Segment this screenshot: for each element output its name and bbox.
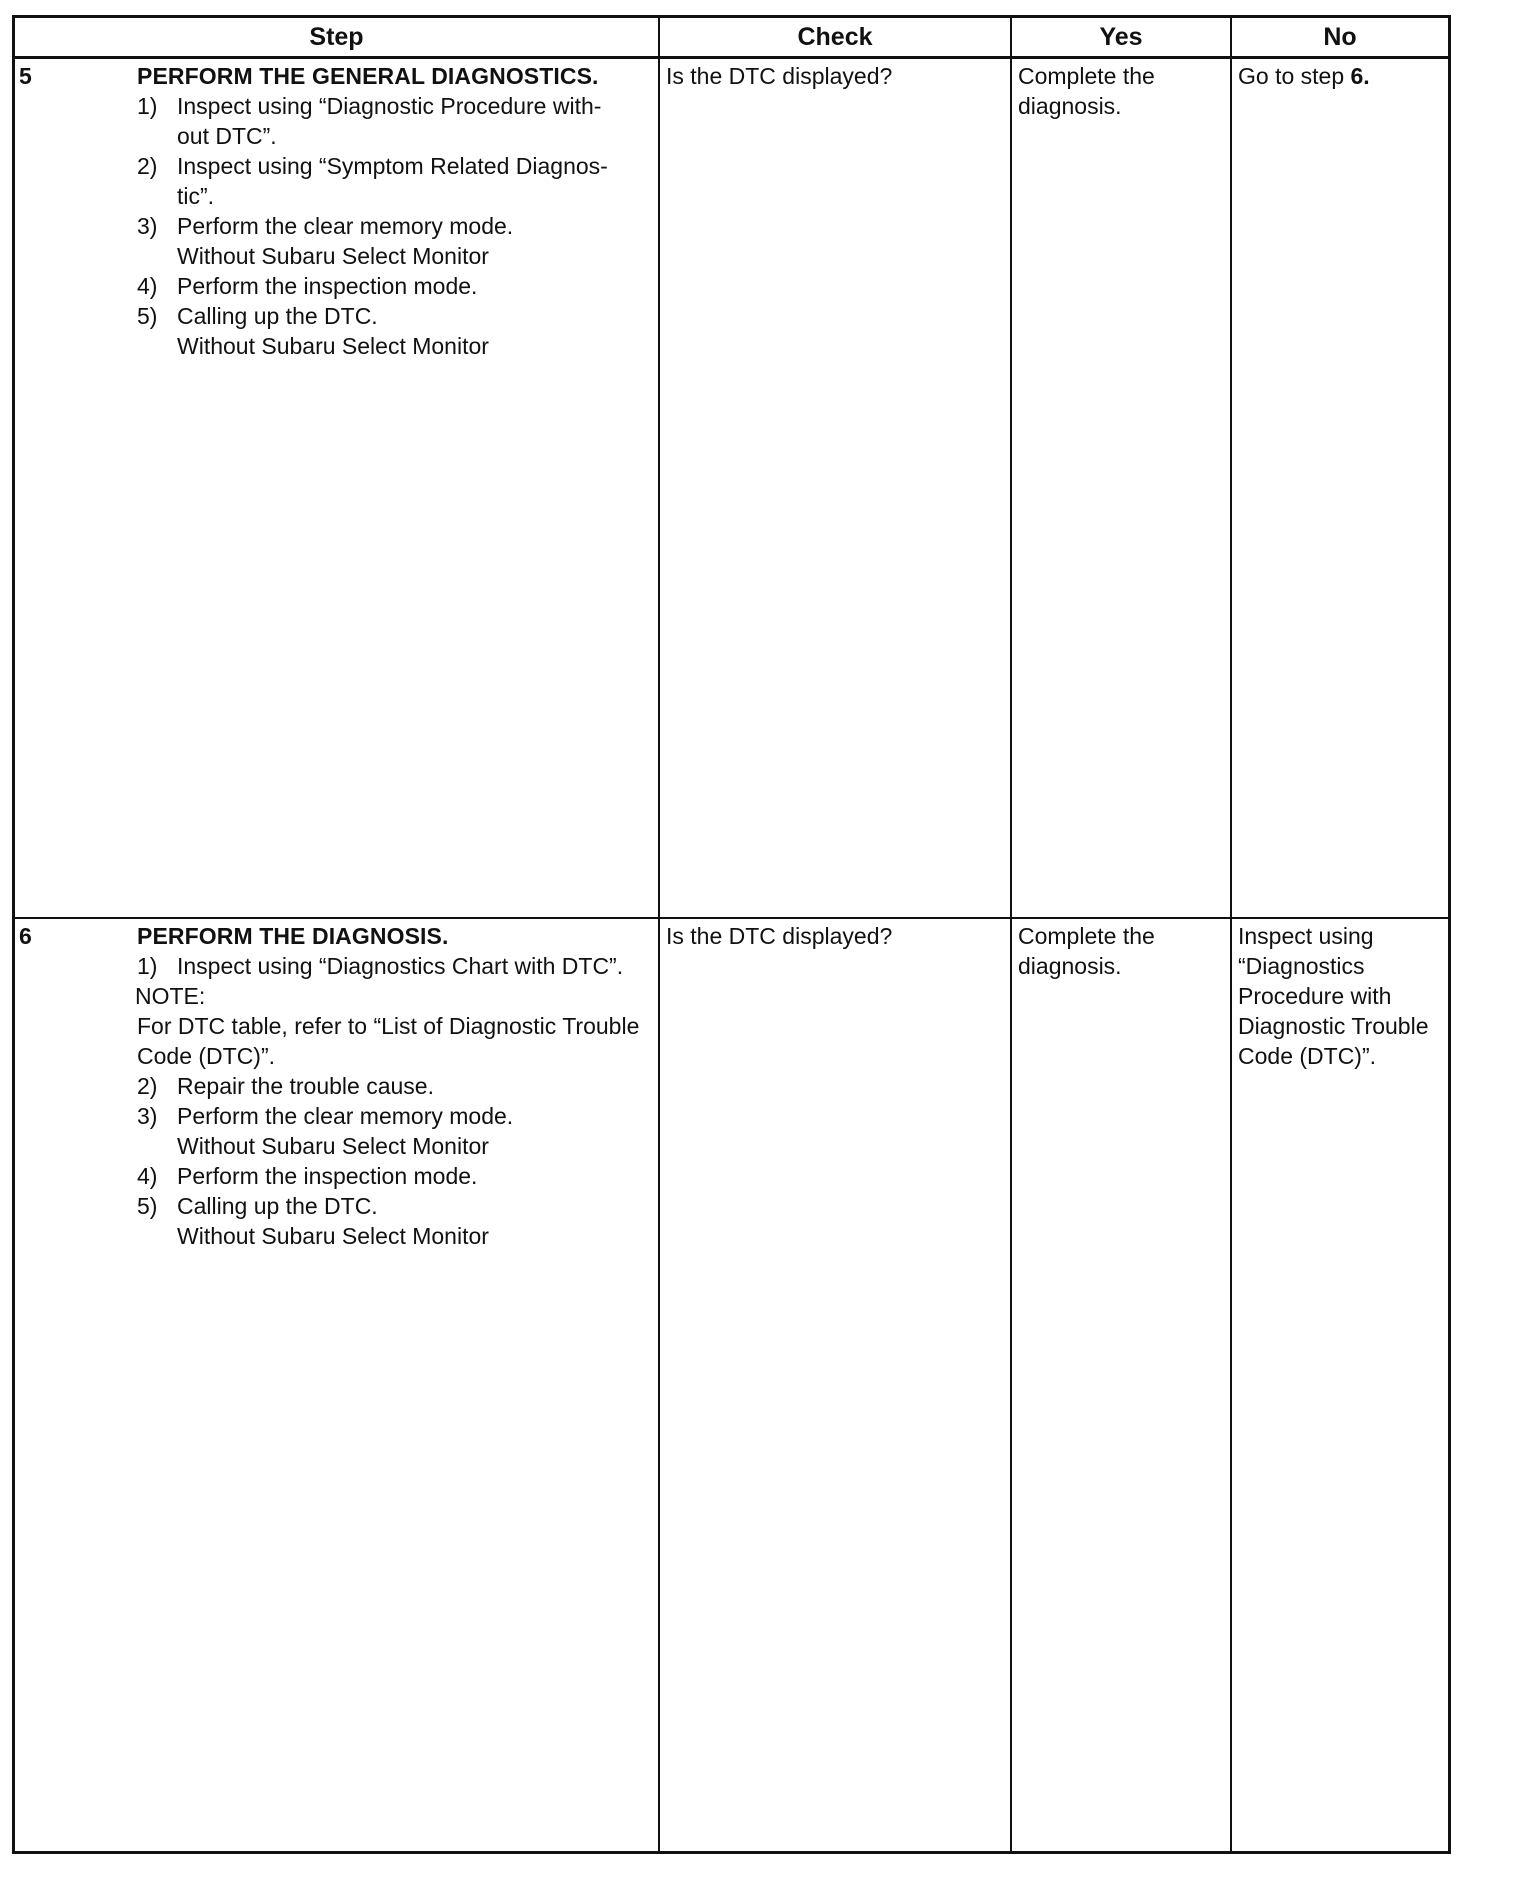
note-label: NOTE: [135, 983, 206, 1009]
no-cell-6: Inspect using “Diagnostics Procedure with Diagnostic Trouble Code (DTC)”. [1231, 918, 1448, 1851]
header-yes: Yes [1011, 18, 1231, 58]
list-item-text: Inspect using “Diagnostic Procedure with- out DTC”. [177, 93, 602, 149]
list-item-text: Inspect using “Symptom Related Diagnos- tic”. [177, 153, 608, 209]
list-item: 4) Perform the inspection mode. [137, 1163, 478, 1189]
header-no: No [1231, 18, 1448, 58]
header-check: Check [659, 18, 1011, 58]
list-item: 4) Perform the inspection mode. [137, 273, 478, 299]
no-cell-5 [1231, 58, 1448, 919]
table-row-step-5 [15, 58, 1448, 919]
list-item: 5) Calling up the DTC. [137, 1193, 378, 1219]
list-item: 3) Perform the clear memory mode. [137, 1103, 514, 1129]
note-text: For DTC table, refer to “List of Diagnostic Trouble Code (DTC)”. [137, 1013, 640, 1069]
list-item: 1) Inspect using “Diagnostics Chart with DTC”. [137, 953, 624, 979]
list-item-text: Perform the clear memory mode. [177, 1103, 514, 1129]
list-item-text: Perform the inspection mode. [177, 1163, 478, 1189]
step-number: 5 [19, 63, 32, 89]
step-title: PERFORM THE DIAGNOSIS. [137, 923, 449, 949]
list-item: 3) Perform the clear memory mode. [137, 213, 514, 239]
list-item-text: Perform the inspection mode. [177, 273, 478, 299]
diagnostic-table [15, 18, 1448, 1851]
header-step: Step [15, 18, 659, 58]
list-item-text: Inspect using “Diagnostics Chart with DTC”. [177, 953, 624, 979]
list-item-subline: Without Subaru Select Monitor [177, 1223, 489, 1249]
list-item: 1) Inspect using “Diagnostic Procedure with- out DTC”. [137, 93, 602, 149]
no-text: Go to step [1238, 63, 1345, 89]
list-item-text: Calling up the DTC. [177, 303, 378, 329]
step-cell-5 [15, 58, 659, 919]
step-title: PERFORM THE GENERAL DIAGNOSTICS. [137, 63, 599, 89]
yes-cell-6: Complete the diagnosis. [1011, 918, 1231, 1851]
list-item-text: Perform the clear memory mode. [177, 213, 514, 239]
diagnostic-table-sheet [12, 15, 1451, 1854]
step-reference: 6. [1350, 63, 1370, 89]
list-item: 2) Repair the trouble cause. [137, 1073, 434, 1099]
table-row-step-6 [15, 918, 1448, 1851]
step-cell-6 [15, 918, 659, 1851]
check-cell-5: Is the DTC displayed? [659, 58, 1011, 919]
list-item-text: Repair the trouble cause. [177, 1073, 434, 1099]
list-item-subline: Without Subaru Select Monitor [177, 333, 489, 359]
list-item-text: Calling up the DTC. [177, 1193, 378, 1219]
list-item: 5) Calling up the DTC. [137, 303, 378, 329]
header-row [15, 18, 1448, 58]
yes-cell-5: Complete the diagnosis. [1011, 58, 1231, 919]
list-item: 2) Inspect using “Symptom Related Diagnos- tic”. [137, 153, 608, 209]
step-number: 6 [19, 923, 32, 949]
check-cell-6: Is the DTC displayed? [659, 918, 1011, 1851]
list-item-subline: Without Subaru Select Monitor [177, 243, 489, 269]
list-item-subline: Without Subaru Select Monitor [177, 1133, 489, 1159]
